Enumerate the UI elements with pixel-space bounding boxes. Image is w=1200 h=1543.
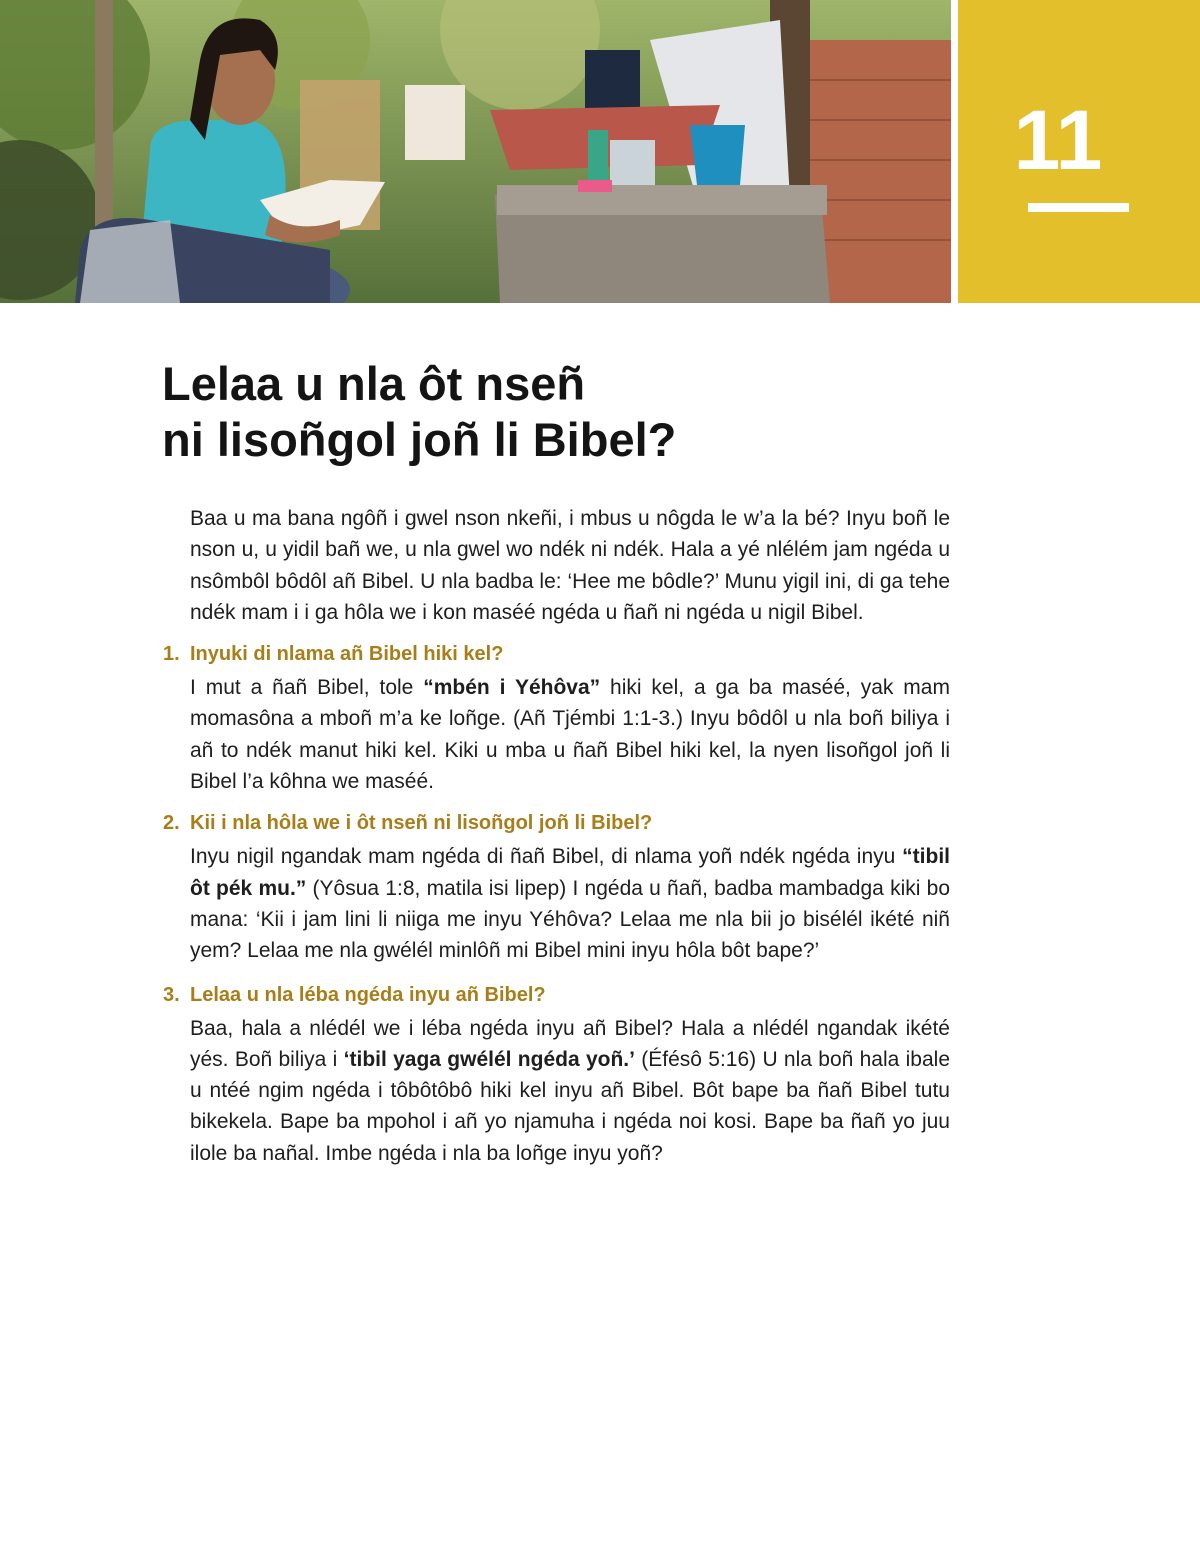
question-heading-2 xyxy=(163,810,950,836)
chapter-tab xyxy=(958,0,1200,303)
question-number: 3. xyxy=(163,983,180,1006)
paragraph-text: hiki kel, a ga ba maséé, yak mam momasôna a mboñ m’a ke loñge. (Añ Tjémbi 1:1-3.) Inyu bôdôl u nla boñ biliya i añ to ndék manut hiki kel. Kiki u mba u ñañ Bibel hiki kel, la nyen lisoñgol joñ li Bibel l’a kôhna we maséé. xyxy=(190,676,950,794)
chapter-number: 11 xyxy=(1013,93,1103,187)
page-title-line-2: ni lisoñgol joñ li Bibel? xyxy=(162,413,677,466)
question-heading-1 xyxy=(163,641,950,667)
question-paragraph-2 xyxy=(190,841,950,966)
scripture-quote: ‘tibil yaga gwélél ngéda yoñ.’ xyxy=(343,1047,635,1071)
question-number: 2. xyxy=(163,812,180,835)
paragraph-text: (Yôsua 1:8, matila isi lipep) I ngéda u ñañ, badba mambadga kiki bo mana: ‘Kii i jam lini li niiga me inyu Yéhôva? Lelaa me nla bii jo bisélél ikété niñ yem? Lelaa me nla gwélél minlôñ mi Bibel mini inyu hôla bôt bape?’ xyxy=(190,876,950,963)
scripture-quote: “tibil ôt pék mu.” xyxy=(190,845,950,900)
scripture-quote: “mbén i Yéhôva” xyxy=(423,676,601,700)
page-title xyxy=(162,356,962,468)
paragraph-text: Inyu nigil ngandak mam ngéda di ñañ Bibel, di nlama yoñ ndék ngéda inyu xyxy=(190,845,903,869)
question-number: 1. xyxy=(163,643,180,666)
question-paragraph-1 xyxy=(190,672,950,797)
paragraph-text: I mut a ñañ Bibel, tole xyxy=(190,676,424,700)
header-photo xyxy=(0,0,951,303)
question-paragraph-3 xyxy=(190,1013,950,1169)
intro-paragraph: Baa u ma bana ngôñ i gwel nson nkeñi, i mbus u nôgda le w’a la bé? Inyu boñ le nson u, u yidil bañ we, u nla gwel wo ndék ni ndék. Hala a yé nlélém jam ngéda u nsômbôl bôdôl añ Bibel. U nla badba le: ‘Hee me bôdle?’ Munu yigil ini, di ga tehe ndék mam i i ga hôla we i kon maséé ngéda u ñañ ni ngéda u nigil Bibel. xyxy=(190,507,950,624)
question-text: Inyuki di nlama añ Bibel hiki kel? xyxy=(190,643,504,666)
paragraph-text: Baa, hala a nlédél we i léba ngéda inyu añ Bibel? Hala a nlédél ngandak ikété yés. Boñ biliya i xyxy=(190,1016,950,1071)
question-text: Kii i nla hôla we i ôt nseñ ni lisoñgol joñ li Bibel? xyxy=(190,812,653,835)
lesson-content xyxy=(163,503,950,1169)
question-heading-3 xyxy=(163,982,950,1008)
chapter-underline xyxy=(1028,203,1129,212)
page-title-line-1: Lelaa u nla ôt nseñ xyxy=(162,357,586,410)
question-text: Lelaa u nla léba ngéda inyu añ Bibel? xyxy=(190,983,546,1006)
paragraph-text: (Éfésô 5:16) U nla boñ hala ibale u ntéé ngim ngéda i tôbôtôbô hiki kel inyu añ Bibel. Bôt bape ba ñañ Bibel tutu bikekela. Bape ba mpohol i añ yo njamuha i ngéda noi kosi. Bape ba ñañ yo juu ilole ba nañal. Imbe ngéda i nla ba loñge inyu yoñ? xyxy=(190,1047,950,1165)
woman-reading-bible-illustration xyxy=(0,0,951,303)
